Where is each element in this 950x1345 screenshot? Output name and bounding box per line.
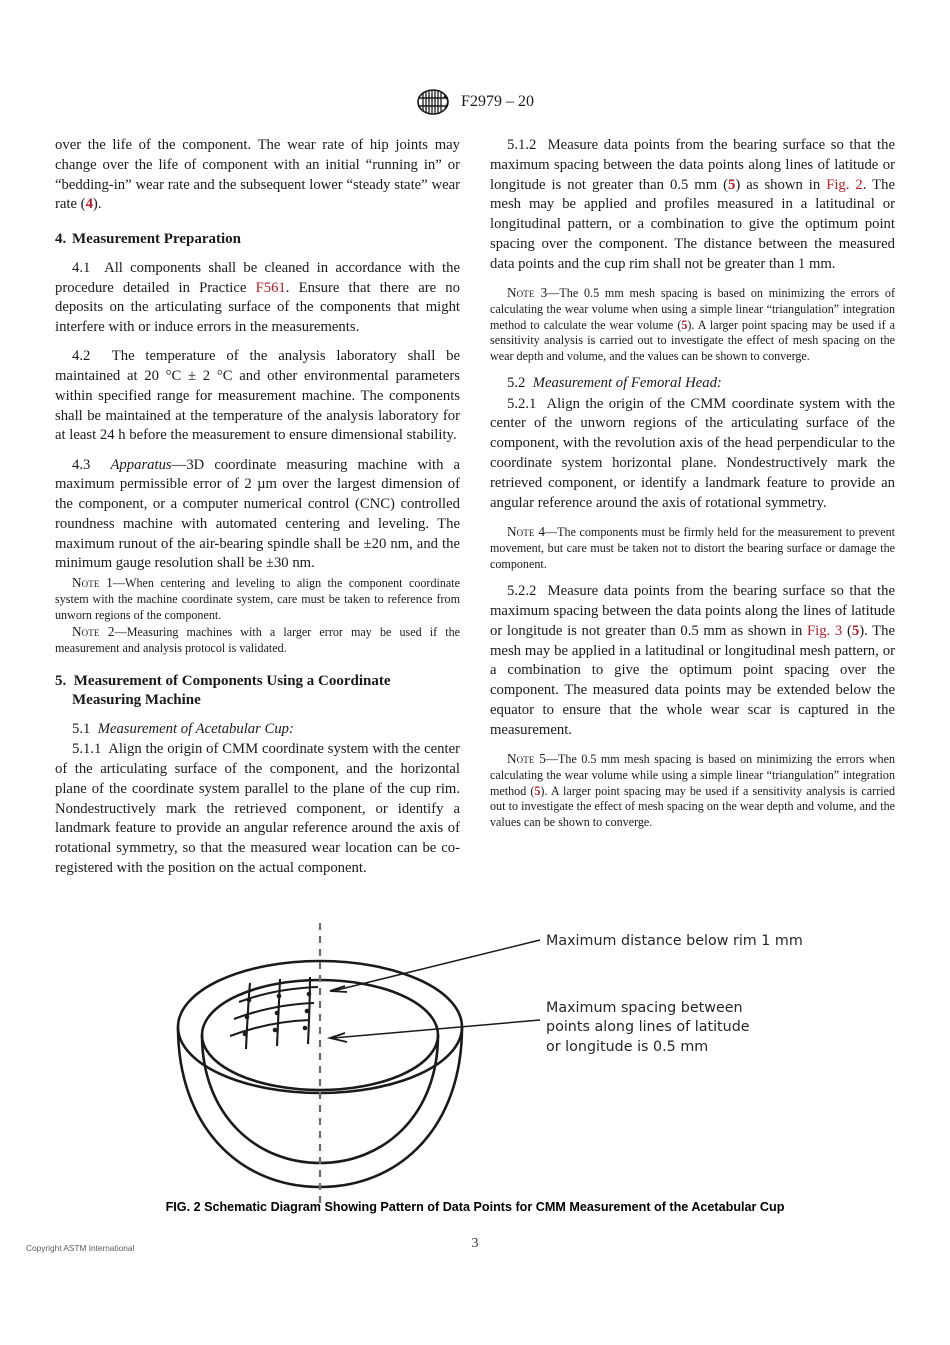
note-label: Note 5 [507,751,546,767]
document-designation: F2979 – 20 [461,93,534,110]
arrowhead-rim [330,986,347,992]
note-label: Note 3 [507,285,548,301]
annotation-max-distance-below-rim: Maximum distance below rim 1 mm [546,933,803,949]
citation-ref[interactable]: 4 [85,196,93,213]
paragraph-4-1: 4.1 All components shall be cleaned in accordance with the procedure detailed in Practice F561. Ensure that there are no deposits on the articulating surface of the components that might interfere with or induce errors in the measurements. [55,259,460,336]
figure-caption: FIG. 2 Schematic Diagram Showing Pattern of Data Points for CMM Measurement of the Acetabular Cup [165,1200,785,1214]
paragraph-4-3: 4.3 Apparatus—3D coordinate measuring machine with a maximum permissible error of 2 µm over the largest dimension of the component, or a computer numerical control (CNC) controlled roundness machine with automated centering and leveling. The maximum runout of the air-bearing spindle shall be ±20 nm, and the minimum gauge resolution shall be ±30 nm. [55,456,461,572]
astm-logo-icon [416,88,452,116]
left-column [55,136,460,879]
subsection-number: 5.2 [507,374,526,391]
note-4: Note 4—The components must be firmly held for the measurement to prevent movement, but care must be taken not to distort the bearing surface or damage the component. [490,524,895,571]
subsection-title: Measurement of Femoral Head: [532,374,722,391]
right-column [490,136,895,879]
note-label: Note 1 [72,575,113,591]
para-number: 4.3 [72,456,91,473]
figure-link[interactable]: Fig. 3 [806,622,843,639]
paragraph-5-2-1: 5.2.1 Align the origin of the CMM coordinate system with the center of the unworn regions of the articulating surface of the component, with the revolution axis of the head perpendicular to the coordinate system horizontal plane. Nondestructively mark the retrieved component, or identify a landmark feature to provide an angular reference around the axis of rotational symmetry. [490,395,895,511]
note-label: Note 4 [507,524,546,540]
para-number: 4.2 [72,348,91,365]
citation-ref[interactable]: 5 [851,622,860,639]
leader-line-rim [333,940,540,991]
note-3: Note 3—The 0.5 mm mesh spacing is based on minimizing the errors of calculating the wear volume when using a simple linear “triangulation” integration method to calculate the wear volume (5). A larger point spacing may be used if a sensitivity analysis is carried out to investigate the effect of mesh spacing on the wear depth and volume, and the values can be shown to converge. [490,285,895,363]
para-number: 5.1.2 [507,137,537,153]
section-number: 5. [55,672,67,689]
para-number: 5.1.1 [72,741,102,758]
citation-ref[interactable]: 5 [728,176,736,193]
note-5: Note 5—The 0.5 mm mesh spacing is based on minimizing the errors when calculating the wear volume while using a simple linear “triangulation” integration method (5). A larger point spacing may be used if a sensitivity analysis is carried out to investigate the effect of mesh spacing on the wear depth and volume, and the values can be shown to converge. [490,751,895,829]
figure-link[interactable]: Fig. 2 [826,176,863,193]
subsection-5-1 [55,720,460,740]
heading-section-5 [55,672,460,710]
section-title: Measurement of Components Using a Coordinate Measuring Machine [72,672,391,708]
footer-page-number: 3 [471,1236,479,1251]
paragraph-continued: over the life of the component. The wear rate of hip joints may change over the life of component with an initial “running in” or “bedding-in” wear rate and the subsequent lower “steady state” wear rate (4). [55,137,460,213]
subsection-number: 5.1 [72,720,91,737]
paragraph-5-2-2: 5.2.2 Measure data points from the bearing surface so that the maximum spacing between the data points along the lines of latitude or longitude is not greater than 0.5 mm as shown in Fig. 3 (5). The mesh may be applied in a latitudinal or longitudinal mesh pattern, or a combination to give the optimum point spacing over the component. The measured data points may be extended below the equator to ensure that the whole wear scar is captured in the measurement. [490,583,896,738]
note-1: Note 1—When centering and leveling to align the component coordinate system with the machine coordinate system, care must be taken to reference from unworn regions of the component. [55,575,460,622]
annotation-spacing-line-1: Maximum spacing between [546,1000,743,1016]
note-label: Note 2 [72,624,115,640]
apparatus-term: Apparatus [110,456,172,473]
annotation-spacing-line-3: or longitude is 0.5 mm [546,1038,709,1055]
annotation-max-spacing [546,999,750,1057]
cup-inner-rim [202,980,438,1090]
heading-section-4 [55,230,460,249]
para-number: 4.1 [72,259,91,276]
paragraph-4-2: 4.2 The temperature of the analysis laboratory shall be maintained at 20 °C ± 2 °C and other environmental parameters within specified range for measurement machine. The components shall be maintained at the temperature of the analysis laboratory for at least 24 h before the measurement to ensure dimensional stability. [55,348,460,444]
leader-line-spacing [333,1020,540,1038]
figure-artwork [0,915,950,1205]
annotation-spacing-line-2: points along lines of latitude [546,1019,750,1036]
data-point-mesh [230,977,318,1049]
para-number: 5.2.1 [507,395,537,412]
paragraph-5-1-1: 5.1.1 Align the origin of CMM coordinate system with the center of the articulating surface of the component, and the horizontal plane of the coordinate system parallel to the plane of the cup rim. Nondestructively mark the retrieved component, or identify a landmark feature to provide an angular reference around the axis of rotational symmetry, so that the measured wear location can be co-registered with the position on the actual component. [55,741,460,876]
para-number: 5.2.2 [507,583,537,600]
section-title: Measurement Preparation [72,231,241,248]
figure-2 [0,915,950,1205]
acetabular-cup-diagram [0,915,950,1205]
standard-link[interactable]: F561 [255,279,286,296]
body-columns [55,136,895,879]
paragraph-5-1-2: 5.1.2 Measure data points from the bearing surface so that the maximum spacing between the data points along lines of latitude or longitude is not greater than 0.5 mm (5) as shown in Fig. 2. The mesh may be applied and profiles measured in a latitudinal or longitudinal pattern, or a combination to give the optimum point spacing over the component. The distance between the measured data points and the cup rim shall not be greater than 1 mm. [490,137,896,272]
subsection-5-2 [490,374,895,394]
citation-ref[interactable]: 5 [534,783,541,798]
citation-ref[interactable]: 5 [681,317,688,332]
note-2: Note 2—Measuring machines with a larger error may be used if the measurement and analysis protocol is validated. [55,624,460,656]
footer-copyright: Copyright ASTM International [26,1243,135,1253]
subsection-title: Measurement of Acetabular Cup: [97,720,294,737]
section-number: 4. [55,231,67,248]
page-header [0,88,950,116]
